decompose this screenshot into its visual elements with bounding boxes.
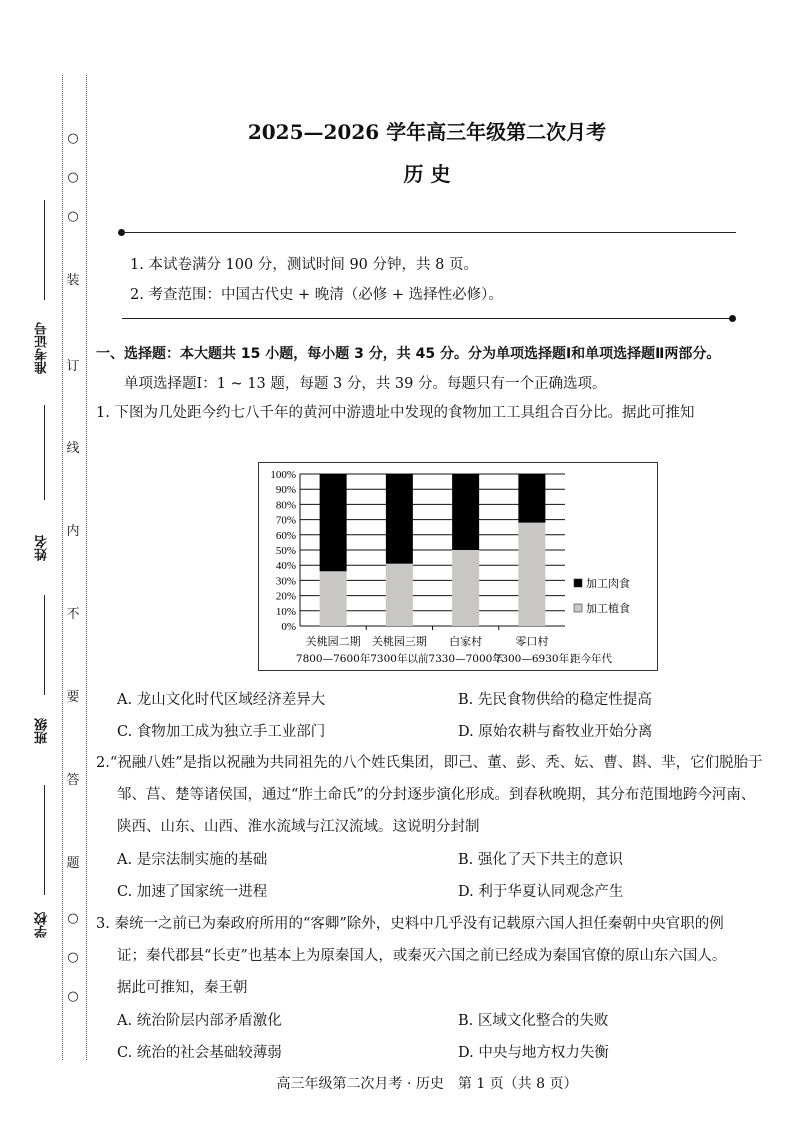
question-2-stem: 邹、莒、楚等诸侯国，通过“胙土命氏”的分封逐步演化形成。到春秋晚期，其分布范围地跨今河南、	[117, 787, 756, 803]
bar-meat	[320, 474, 347, 571]
y-tick-label: 0%	[281, 621, 296, 633]
x-category-label: 零口村	[515, 635, 549, 648]
option-3b[interactable]: B. 区域文化整合的失败	[458, 1013, 609, 1029]
legend-label: 加工肉食	[586, 577, 630, 590]
binding-mark: 内	[66, 524, 80, 539]
option-2d[interactable]: D. 利于华夏认同观念产生	[458, 884, 624, 900]
question-3-stem: 证；秦代郡县“长吏”也基本上为原秦国人，或秦灭六国之前已经成为秦国官僚的原山东六国人。	[117, 948, 727, 964]
x-category-label: 白家村	[449, 635, 483, 648]
x-period-label: 7800—7600年	[295, 653, 371, 665]
binding-mark: ○	[67, 131, 79, 146]
bar-meat	[518, 474, 545, 523]
y-tick-label: 90%	[275, 484, 296, 497]
divider	[122, 232, 736, 233]
school-label: 学校	[35, 912, 50, 938]
option-3a[interactable]: A. 统治阶层内部矛盾激化	[117, 1013, 282, 1029]
bar-plant	[452, 550, 479, 626]
period-axis-label: 距今年代	[570, 653, 612, 665]
y-tick-label: 60%	[275, 529, 296, 542]
binding-mark: 不	[66, 607, 80, 622]
binding-mark: ○	[67, 209, 79, 224]
option-1b[interactable]: B. 先民食物供给的稳定性提高	[458, 692, 652, 708]
y-tick-label: 20%	[275, 590, 296, 603]
food-processing-chart	[258, 462, 658, 671]
binding-mark: 线	[66, 441, 80, 456]
x-period-label: 7330—7000年	[428, 653, 503, 665]
option-2a[interactable]: A. 是宗法制实施的基础	[117, 852, 268, 868]
section-title: 一、选择题：本大题共 15 小题，每小题 3 分，共 45 分。分为单项选择题Ⅰ和单项选择题Ⅱ两部分。	[96, 346, 721, 362]
option-3d[interactable]: D. 中央与地方权力失衡	[458, 1045, 609, 1061]
exam-title: 2025—2026 学年高三年级第二次月考	[247, 120, 607, 144]
y-tick-label: 40%	[275, 560, 296, 573]
name-label: 姓名	[35, 535, 50, 561]
y-tick-label: 100%	[270, 469, 296, 481]
exam-id-label: 准考证号	[35, 322, 50, 374]
bar-meat	[386, 474, 413, 564]
page-footer: 高三年级第二次月考 · 历史 第 1 页（共 8 页）	[276, 1076, 578, 1092]
option-1d[interactable]: D. 原始农耕与畜牧业开始分离	[458, 724, 653, 740]
y-tick-label: 80%	[275, 499, 296, 512]
name-blank[interactable]	[44, 405, 45, 500]
binding-mark: 订	[66, 359, 80, 374]
binding-mark: 要	[66, 690, 80, 705]
legend-swatch	[574, 579, 582, 587]
binding-line-left	[62, 75, 63, 1060]
option-3c[interactable]: C. 统治的社会基础较薄弱	[117, 1045, 282, 1061]
y-tick-label: 30%	[275, 575, 296, 588]
option-1a[interactable]: A. 龙山文化时代区域经济差异大	[117, 692, 326, 708]
binding-mark: ○	[67, 989, 79, 1004]
bar-plant	[518, 523, 545, 626]
x-category-label: 关桃园二期	[305, 635, 361, 648]
option-2c[interactable]: C. 加速了国家统一进程	[117, 884, 268, 900]
divider	[122, 318, 732, 319]
binding-mark: ○	[67, 950, 79, 965]
binding-mark: ○	[67, 170, 79, 185]
legend-label: 加工植食	[586, 602, 630, 615]
option-2b[interactable]: B. 强化了天下共主的意识	[458, 852, 623, 868]
bar-plant	[320, 571, 347, 626]
question-2-stem: 2.“祝融八姓”是指以祝融为共同祖先的八个姓氏集团，即己、董、彭、秃、妘、曹、斟、芈，它们脱胎于	[96, 755, 763, 771]
question-1-stem: 1. 下图为几处距今约七八千年的黄河中游遗址中发现的食物加工工具组合百分比。据此可推知	[96, 405, 695, 421]
class-label: 班级	[35, 718, 50, 744]
class-blank[interactable]	[44, 595, 45, 695]
binding-mark: 题	[66, 856, 80, 871]
x-period-label: 7300—6930年	[494, 653, 570, 665]
exam-id-blank[interactable]	[44, 200, 45, 300]
x-category-label: 关桃园三期	[371, 635, 427, 648]
note: 1. 本试卷满分 100 分，测试时间 90 分钟，共 8 页。	[130, 257, 478, 273]
subject-title: 历 史	[403, 162, 451, 186]
rule-dot	[729, 315, 736, 322]
question-3-stem: 3. 秦统一之前已为秦政府所用的“客卿”除外，史料中几乎没有记载原六国人担任秦朝中央官职的例	[96, 916, 724, 932]
bar-plant	[386, 564, 413, 626]
question-2-stem: 陕西、山东、山西、淮水流域与江汉流域。这说明分封制	[117, 819, 480, 835]
binding-mark: 答	[66, 773, 80, 788]
x-period-label: 7300年以前	[370, 653, 429, 665]
note: 2. 考查范围：中国古代史 + 晚清（必修 + 选择性必修）。	[130, 287, 503, 303]
option-1c[interactable]: C. 食物加工成为独立手工业部门	[117, 724, 326, 740]
y-tick-label: 50%	[275, 545, 296, 557]
binding-mark: 装	[66, 273, 80, 288]
y-tick-label: 10%	[275, 605, 296, 618]
school-blank[interactable]	[44, 785, 45, 895]
section-instructions: 单项选择题Ⅰ：1 ~ 13 题，每题 3 分，共 39 分。每题只有一个正确选项。	[124, 376, 607, 392]
legend-swatch	[574, 604, 582, 612]
question-3-stem: 据此可推知，秦王朝	[117, 980, 248, 996]
bar-meat	[452, 474, 479, 550]
y-tick-label: 70%	[275, 514, 296, 527]
binding-mark: ○	[67, 911, 79, 926]
binding-line-right	[86, 75, 87, 1060]
